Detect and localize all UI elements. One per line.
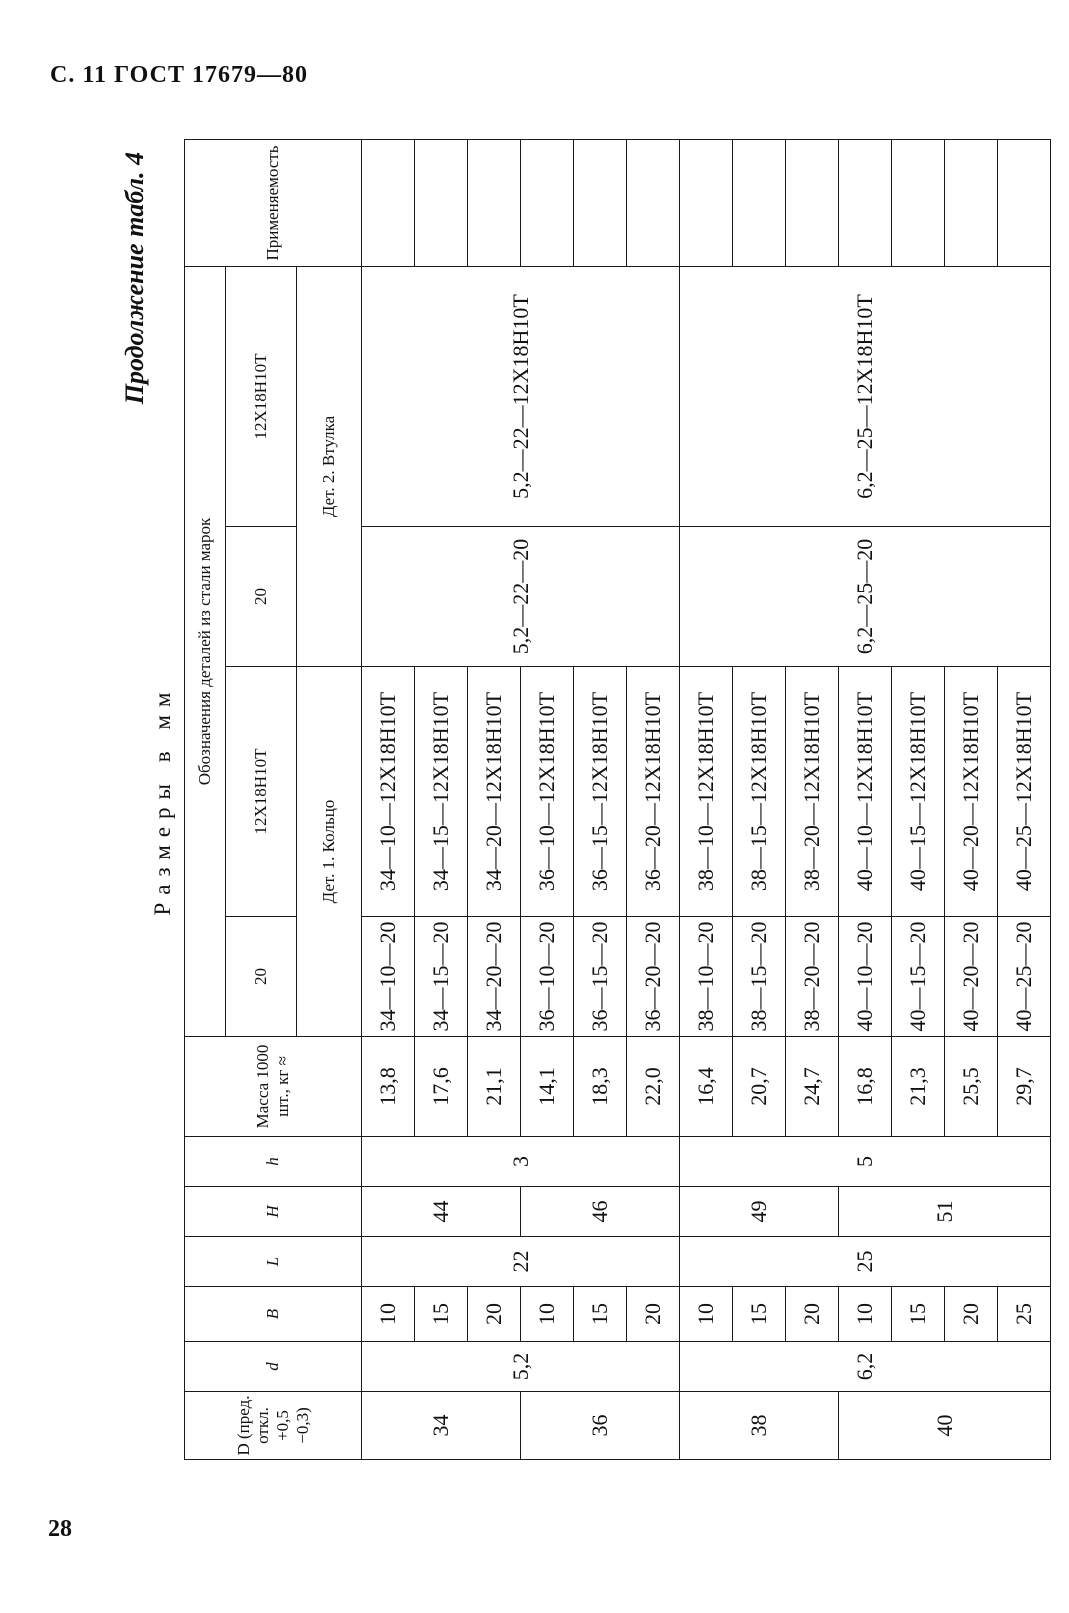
cell-applicability [574,139,627,266]
cell-applicability [839,139,892,266]
col-header-applicability: Применяемость [185,139,362,266]
cell-ring-12x18: 38—10—12Х18Н10Т [680,667,733,917]
col-header-sleeve-steel-20: 20 [226,527,297,667]
cell-B: 15 [574,1287,627,1342]
cell-ring-12x18: 40—15—12Х18Н10Т [892,667,945,917]
cell-ring-20: 40—10—20 [839,917,892,1037]
cell-ring-20: 40—20—20 [945,917,998,1037]
col-header-ring-steel-12x18: 12Х18Н10Т [226,667,297,917]
cell-D: 34 [362,1392,521,1460]
cell-L: 22 [362,1237,680,1287]
cell-h: 3 [362,1137,680,1187]
col-header-B: B [185,1287,362,1342]
cell-ring-12x18: 38—20—12Х18Н10Т [786,667,839,917]
cell-B: 15 [892,1287,945,1342]
cell-ring-12x18: 40—10—12Х18Н10Т [839,667,892,917]
cell-ring-20: 38—10—20 [680,917,733,1037]
cell-B: 15 [415,1287,468,1342]
cell-L: 25 [680,1237,1051,1287]
cell-ring-20: 36—20—20 [627,917,680,1037]
cell-mass: 13,8 [362,1037,415,1137]
cell-H: 44 [362,1187,521,1237]
col-header-D: D (пред. откл. +0,5 −0,3) [185,1392,362,1460]
col-header-h: h [185,1137,362,1187]
cell-ring-12x18: 36—10—12Х18Н10Т [521,667,574,917]
cell-B: 20 [468,1287,521,1342]
cell-mass: 16,8 [839,1037,892,1137]
cell-applicability [521,139,574,266]
cell-d: 6,2 [680,1342,1051,1392]
cell-mass: 22,0 [627,1037,680,1137]
cell-mass: 21,1 [468,1037,521,1137]
col-header-mass: Масса 1000 шт., кг ≈ [185,1037,362,1137]
cell-applicability [415,139,468,266]
col-header-L: L [185,1237,362,1287]
units-caption: Размеры в мм [150,684,175,916]
cell-applicability [680,139,733,266]
cell-mass: 18,3 [574,1037,627,1137]
cell-sleeve-20: 5,2—22—20 [362,527,680,667]
col-header-det2-sleeve: Дет. 2. Втулка [297,266,362,666]
page-header: С. 11 ГОСТ 17679—80 [50,62,308,88]
cell-ring-12x18: 34—10—12Х18Н10Т [362,667,415,917]
cell-applicability [786,139,839,266]
cell-B: 10 [362,1287,415,1342]
cell-B: 10 [521,1287,574,1342]
col-header-H: H [185,1187,362,1237]
cell-ring-12x18: 34—15—12Х18Н10Т [415,667,468,917]
table-row [362,139,415,1459]
cell-applicability [733,139,786,266]
cell-applicability [468,139,521,266]
cell-sleeve-12x18: 5,2—22—12Х18Н10Т [362,266,680,526]
cell-sleeve-20: 6,2—25—20 [680,527,1051,667]
cell-B: 25 [998,1287,1051,1342]
cell-applicability [627,139,680,266]
cell-applicability [998,139,1051,266]
rotated-table-block [120,140,1036,1460]
cell-D: 40 [839,1392,1051,1460]
cell-mass: 16,4 [680,1037,733,1137]
page-number: 28 [48,1516,72,1542]
cell-ring-12x18: 34—20—12Х18Н10Т [468,667,521,917]
cell-ring-12x18: 40—25—12Х18Н10Т [998,667,1051,917]
cell-mass: 14,1 [521,1037,574,1137]
cell-ring-20: 34—10—20 [362,917,415,1037]
cell-mass: 20,7 [733,1037,786,1137]
cell-applicability [362,139,415,266]
cell-B: 20 [627,1287,680,1342]
cell-ring-20: 38—15—20 [733,917,786,1037]
col-header-d: d [185,1342,362,1392]
cell-mass: 29,7 [998,1037,1051,1137]
cell-ring-20: 36—15—20 [574,917,627,1037]
dimensions-table [184,139,1051,1460]
cell-mass: 25,5 [945,1037,998,1137]
cell-ring-20: 38—20—20 [786,917,839,1037]
cell-d: 5,2 [362,1342,680,1392]
cell-H: 49 [680,1187,839,1237]
cell-H: 46 [521,1187,680,1237]
cell-ring-20: 40—25—20 [998,917,1051,1037]
cell-ring-12x18: 38—15—12Х18Н10Т [733,667,786,917]
col-header-sleeve-steel-12x18: 12Х18Н10Т [226,266,297,526]
cell-D: 38 [680,1392,839,1460]
cell-ring-12x18: 36—20—12Х18Н10Т [627,667,680,917]
cell-B: 20 [945,1287,998,1342]
col-header-ring-steel-20: 20 [226,917,297,1037]
cell-ring-20: 36—10—20 [521,917,574,1037]
cell-B: 10 [839,1287,892,1342]
cell-ring-20: 34—20—20 [468,917,521,1037]
col-header-det1-ring: Дет. 1. Кольцо [297,667,362,1037]
table-row [680,139,733,1459]
cell-D: 36 [521,1392,680,1460]
cell-sleeve-12x18: 6,2—25—12Х18Н10Т [680,266,1051,526]
cell-H: 51 [839,1187,1051,1237]
cell-B: 10 [680,1287,733,1342]
cell-mass: 21,3 [892,1037,945,1137]
cell-ring-12x18: 40—20—12Х18Н10Т [945,667,998,917]
cell-ring-20: 34—15—20 [415,917,468,1037]
cell-applicability [945,139,998,266]
cell-ring-12x18: 36—15—12Х18Н10Т [574,667,627,917]
cell-mass: 17,6 [415,1037,468,1137]
col-header-designations: Обозначения деталей из стали марок [185,266,226,1036]
cell-ring-20: 40—15—20 [892,917,945,1037]
table-continuation-title: Продолжение табл. 4 [120,152,149,405]
cell-B: 15 [733,1287,786,1342]
cell-mass: 24,7 [786,1037,839,1137]
cell-h: 5 [680,1137,1051,1187]
cell-B: 20 [786,1287,839,1342]
cell-applicability [892,139,945,266]
